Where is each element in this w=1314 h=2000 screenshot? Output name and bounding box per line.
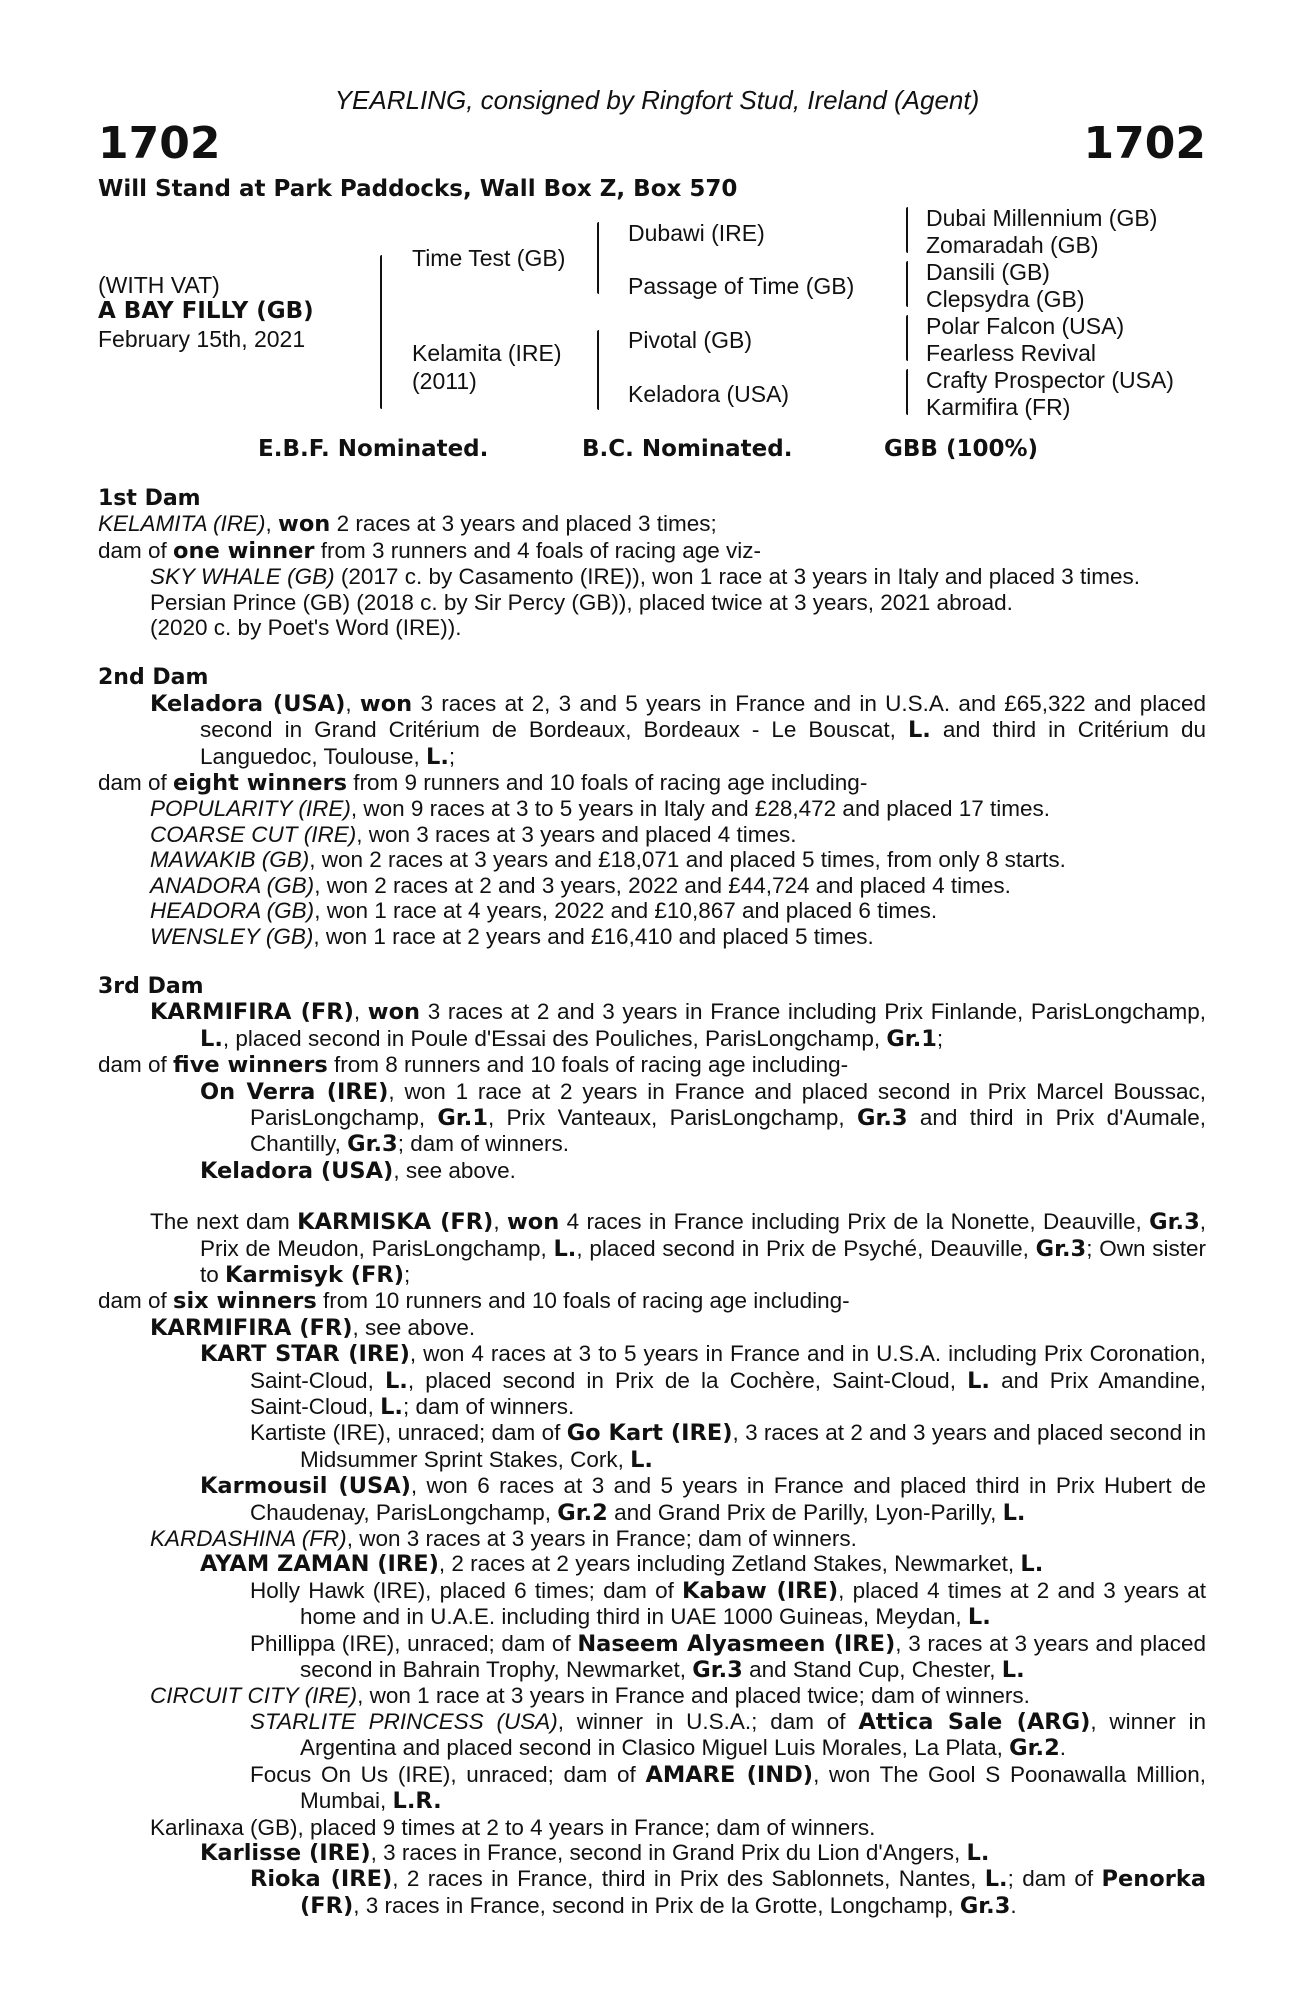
dam-sire-sire: Polar Falcon (USA) xyxy=(926,313,1125,339)
text: , 3 races at 3 years and placed second in Bahrain Trophy, Newmarket, xyxy=(300,1630,1206,1683)
record-line xyxy=(98,1683,1206,1708)
dam-year: (2011) xyxy=(412,368,477,394)
text: dam of xyxy=(98,1288,174,1314)
bold-text: Gr.3 xyxy=(959,1892,1011,1919)
text: , 3 races at 2 and 3 years and placed second in Midsummer Sprint Stakes, Cork, xyxy=(300,1420,1207,1472)
bold-text: eight winners xyxy=(173,770,348,797)
record-line xyxy=(98,1288,1206,1314)
text: from 3 runners and 4 foals of racing age viz- xyxy=(314,537,761,563)
italic-text: KELAMITA (IRE) xyxy=(98,511,266,537)
bold-text: won xyxy=(359,690,413,717)
sire-sire: Dubawi (IRE) xyxy=(628,220,765,246)
text: 2 races at 3 years and placed 3 times; xyxy=(330,511,717,537)
section-gap xyxy=(98,1184,1206,1209)
text: 4 races in France including Prix de la Nonette, Deauville, xyxy=(559,1209,1150,1235)
bold-text: Gr.1 xyxy=(886,1025,937,1052)
bold-text: On Verra (IRE) xyxy=(200,1078,389,1105)
text: , xyxy=(345,690,360,716)
bold-text: L. xyxy=(384,1367,408,1394)
italic-text: POPULARITY (IRE) xyxy=(150,796,351,822)
italic-text: KARDASHINA (FR) xyxy=(150,1526,347,1552)
record-line xyxy=(98,538,1206,564)
text: Phillippa (IRE), unraced; dam of xyxy=(250,1630,578,1656)
bold-text: KARMIFIRA (FR) xyxy=(150,999,354,1026)
bold-text: Kabaw (IRE) xyxy=(682,1577,839,1604)
bold-text: L. xyxy=(553,1235,577,1262)
brace-dd-parents xyxy=(906,369,908,415)
text: 3 races at 2, 3 and 5 years in France and in U.S.A. and £65,322 and placed second in Grand Critérium de Bordeaux, Bordeaux - Le Bouscat, xyxy=(200,690,1207,743)
bold-text: 2nd Dam xyxy=(98,665,209,691)
bold-text: Gr.3 xyxy=(856,1104,908,1131)
text: from 9 runners and 10 foals of racing age including- xyxy=(347,770,868,796)
record-line xyxy=(98,590,1206,615)
text: dam of xyxy=(98,537,174,563)
bold-text: Karlisse (IRE) xyxy=(200,1839,371,1866)
text: and third in Critérium du Languedoc, Toulouse, xyxy=(200,717,1206,769)
dam-dam: Keladora (USA) xyxy=(628,381,790,407)
record-line xyxy=(98,1526,1206,1551)
text: , winner in Argentina and placed second in Clasico Miguel Luis Morales, La Plata, xyxy=(300,1708,1207,1761)
brace-sire-parents xyxy=(597,222,599,294)
bold-text: AMARE (IND) xyxy=(645,1761,814,1788)
sire: Time Test (GB) xyxy=(412,245,566,271)
bold-text: Rioka (IRE) xyxy=(250,1866,393,1893)
text: , Prix Vanteaux, ParisLongchamp, xyxy=(487,1104,857,1130)
bold-text: KARMIFIRA (FR) xyxy=(150,1314,353,1341)
text: from 8 runners and 10 foals of racing age including- xyxy=(327,1052,849,1078)
text: , xyxy=(493,1209,507,1235)
bold-text: L. xyxy=(966,1839,990,1866)
gbb-status: GBB (100%) xyxy=(884,436,1039,462)
text: Focus On Us (IRE), unraced; dam of xyxy=(250,1761,646,1787)
text: ; dam of winners. xyxy=(402,1394,575,1419)
record-line xyxy=(98,822,1206,847)
record-line xyxy=(98,1709,1206,1762)
bold-text: L. xyxy=(967,1604,991,1631)
record-line xyxy=(98,898,1206,923)
text: , winner in U.S.A.; dam of xyxy=(557,1708,859,1734)
vat-note: (WITH VAT) xyxy=(98,272,220,298)
lot-number-right: 1702 xyxy=(1083,118,1206,169)
record-line xyxy=(98,1420,1206,1473)
bold-text: one winner xyxy=(173,537,315,564)
bold-text: Keladora (USA) xyxy=(200,1157,394,1184)
text: , won 1 race at 2 years in France and placed second in Prix Marcel Boussac, ParisLongchamp, xyxy=(250,1078,1207,1130)
record-line xyxy=(98,1840,1206,1866)
record-line xyxy=(98,999,1206,1052)
text: , won 3 races at 3 years and placed 4 times. xyxy=(356,821,797,847)
bold-text: 3rd Dam xyxy=(98,973,204,999)
text: , placed second in Poule d'Essai des Pouliches, ParisLongchamp, xyxy=(222,1025,887,1051)
dam-dam-dam: Karmifira (FR) xyxy=(926,394,1071,420)
record-line xyxy=(98,1578,1206,1631)
bold-text: KARMISKA (FR) xyxy=(297,1209,494,1236)
text: , won 2 races at 2 and 3 years, 2022 and £44,724 and placed 4 times. xyxy=(314,872,1011,898)
text: ; xyxy=(404,1261,411,1287)
text: , 3 races in France, second in Grand Prix du Lion d'Angers, xyxy=(370,1839,967,1865)
text: , 2 races in France, third in Prix des Sablonnets, Nantes, xyxy=(392,1866,985,1892)
text: , see above. xyxy=(393,1157,516,1183)
brace-sire-dam xyxy=(380,255,382,409)
bold-text: won xyxy=(506,1209,560,1236)
italic-text: CIRCUIT CITY (IRE) xyxy=(150,1683,358,1709)
bold-text: won xyxy=(278,511,331,538)
text: ; xyxy=(448,743,456,769)
record-line xyxy=(98,1631,1206,1684)
dam-sire: Pivotal (GB) xyxy=(628,327,752,353)
bold-text: Gr.3 xyxy=(692,1657,743,1684)
text: dam of xyxy=(98,1052,174,1078)
text: , placed second in Prix de Psyché, Deauville, xyxy=(576,1235,1036,1261)
bold-text: Gr.3 xyxy=(1035,1235,1087,1262)
section-heading xyxy=(98,974,1206,999)
text: dam of xyxy=(98,770,174,796)
bold-text: Keladora (USA) xyxy=(150,690,346,717)
text: (2017 c. by Casamento (IRE)), won 1 race at 3 years in Italy and placed 3 times. xyxy=(334,564,1141,590)
brace-sd-parents xyxy=(906,261,908,307)
bold-text: Gr.1 xyxy=(437,1104,488,1131)
text: 3 races at 2 and 3 years in France including Prix Finlande, ParisLongchamp, xyxy=(420,999,1206,1025)
text: and third in Prix d'Aumale, Chantilly, xyxy=(250,1104,1207,1157)
record-line xyxy=(98,1315,1206,1341)
record-line xyxy=(98,1866,1206,1919)
record-line xyxy=(98,1815,1206,1840)
record-line xyxy=(98,1473,1206,1526)
record-line xyxy=(98,770,1206,796)
record-line xyxy=(98,873,1206,898)
bold-text: L. xyxy=(967,1367,990,1394)
section-gap xyxy=(98,949,1206,974)
bold-text: Karmisyk (FR) xyxy=(225,1261,405,1288)
sire-dam-dam: Clepsydra (GB) xyxy=(926,286,1085,312)
bold-text: L. xyxy=(984,1866,1008,1893)
dam: Kelamita (IRE) xyxy=(412,340,562,366)
bold-text: Penorka (FR) xyxy=(300,1866,1207,1919)
text: , won 2 races at 3 years and £18,071 and placed 5 times, from only 8 starts. xyxy=(309,847,1066,873)
section-heading xyxy=(98,486,1206,511)
text: , won 6 races at 3 and 5 years in France and placed third in Prix Hubert de Chaudenay, ParisLongchamp, xyxy=(250,1473,1206,1525)
text: The next dam xyxy=(150,1209,298,1235)
text: and Grand Prix de Parilly, Lyon-Parilly, xyxy=(607,1499,1003,1525)
text: Kartiste (IRE), unraced; dam of xyxy=(250,1420,567,1446)
brace-ss-parents xyxy=(906,207,908,253)
text: , won 1 race at 4 years, 2022 and £10,867 and placed 6 times. xyxy=(314,898,938,924)
record-line xyxy=(98,1341,1206,1420)
family-record xyxy=(98,486,1206,1919)
record-line xyxy=(98,511,1206,537)
text: from 10 runners and 10 foals of racing age including- xyxy=(316,1288,850,1314)
italic-text: MAWAKIB (GB) xyxy=(150,847,310,873)
text: , won The Gool S Poonawalla Million, Mumbai, xyxy=(300,1761,1206,1814)
record-line xyxy=(98,1209,1206,1288)
sire-sire-sire: Dubai Millennium (GB) xyxy=(926,205,1158,231)
text: , 2 races at 2 years including Zetland Stakes, Newmarket, xyxy=(438,1551,1021,1577)
record-line xyxy=(98,796,1206,821)
text: Holly Hawk (IRE), placed 6 times; dam of xyxy=(250,1577,683,1603)
bold-text: Karmousil (USA) xyxy=(200,1473,411,1500)
dam-sire-dam: Fearless Revival xyxy=(926,340,1096,366)
text: , see above. xyxy=(352,1314,476,1340)
bold-text: six winners xyxy=(173,1288,317,1315)
record-line xyxy=(98,564,1206,589)
record-line xyxy=(98,1052,1206,1078)
record-line xyxy=(98,691,1206,770)
text: , won 3 races at 3 years in France; dam of winners. xyxy=(346,1526,857,1552)
bold-text: AYAM ZAMAN (IRE) xyxy=(200,1551,439,1578)
sire-sire-dam: Zomaradah (GB) xyxy=(926,232,1099,258)
record-line xyxy=(98,1079,1206,1158)
bold-text: Gr.3 xyxy=(1149,1209,1200,1236)
text: , xyxy=(353,999,368,1025)
text: ; Own sister to xyxy=(200,1235,1206,1287)
bold-text: five winners xyxy=(173,1052,328,1079)
sire-dam: Passage of Time (GB) xyxy=(628,273,855,299)
record-line xyxy=(98,615,1206,640)
foaling-date: February 15th, 2021 xyxy=(98,326,306,352)
bold-text: L. xyxy=(907,717,931,744)
stand-location: Will Stand at Park Paddocks, Wall Box Z, Box 570 xyxy=(98,176,738,202)
record-line xyxy=(98,1551,1206,1577)
dam-dam-sire: Crafty Prospector (USA) xyxy=(926,367,1174,393)
text: , Prix de Meudon, ParisLongchamp, xyxy=(200,1209,1206,1261)
text: , won 1 race at 2 years and £16,410 and placed 5 times. xyxy=(313,923,874,949)
record-line xyxy=(98,847,1206,872)
bold-text: L. xyxy=(1001,1657,1025,1684)
lot-number-left: 1702 xyxy=(98,118,221,169)
text: . xyxy=(1059,1735,1066,1761)
bold-text: KART STAR (IRE) xyxy=(200,1341,410,1368)
text: . xyxy=(1010,1892,1017,1918)
text: , placed 4 times at 2 and 3 years at home and in U.A.E. including third in UAE 1000 Guineas, Meydan, xyxy=(300,1577,1206,1630)
text: Karlinaxa (GB), placed 9 times at 2 to 4 years in France; dam of winners. xyxy=(150,1814,876,1840)
italic-text: SKY WHALE (GB) xyxy=(150,564,335,590)
text: , xyxy=(265,511,279,537)
record-line xyxy=(98,1158,1206,1184)
bold-text: L. xyxy=(1002,1499,1026,1526)
bold-text: Gr.2 xyxy=(1009,1735,1060,1762)
record-line xyxy=(98,1762,1206,1815)
bold-text: L. xyxy=(380,1394,403,1420)
sire-dam-sire: Dansili (GB) xyxy=(926,259,1050,285)
brace-dam-parents xyxy=(597,330,599,410)
text: Persian Prince (GB) (2018 c. by Sir Percy (GB)), placed twice at 3 years, 2021 abroad. xyxy=(150,589,1013,615)
text: , won 9 races at 3 to 5 years in Italy and £28,472 and placed 17 times. xyxy=(350,796,1051,822)
text: and Stand Cup, Chester, xyxy=(742,1657,1002,1683)
bold-text: Go Kart (IRE) xyxy=(566,1420,733,1447)
bc-nomination: B.C. Nominated. xyxy=(582,436,793,462)
bold-text: 1st Dam xyxy=(98,486,201,511)
section-gap xyxy=(98,640,1206,665)
bold-text: L. xyxy=(426,743,449,770)
brace-ds-parents xyxy=(906,315,908,361)
bold-text: Gr.3 xyxy=(347,1131,398,1158)
consignment-line: YEARLING, consigned by Ringfort Stud, Ireland (Agent) xyxy=(334,85,980,115)
section-heading xyxy=(98,665,1206,690)
text: and Prix Amandine, Saint-Cloud, xyxy=(250,1367,1206,1419)
italic-text: HEADORA (GB) xyxy=(150,898,315,924)
horse-name: A BAY FILLY (GB) xyxy=(98,298,314,324)
bold-text: L. xyxy=(630,1446,653,1473)
italic-text: STARLITE PRINCESS (USA) xyxy=(250,1708,558,1734)
record-line xyxy=(98,924,1206,949)
text: (2020 c. by Poet's Word (IRE)). xyxy=(150,615,462,641)
italic-text: ANADORA (GB) xyxy=(150,872,315,898)
ebf-nomination: E.B.F. Nominated. xyxy=(258,436,489,462)
text: , won 1 race at 3 years in France and placed twice; dam of winners. xyxy=(357,1683,1030,1709)
italic-text: COARSE CUT (IRE) xyxy=(150,821,357,847)
text: ; dam of winners. xyxy=(397,1131,570,1157)
bold-text: Naseem Alyasmeen (IRE) xyxy=(577,1630,896,1657)
text: , 3 races in France, second in Prix de la Grotte, Longchamp, xyxy=(353,1892,960,1918)
text: , won 4 races at 3 to 5 years in France and in U.S.A. including Prix Coronation, Saint-Cloud, xyxy=(250,1341,1206,1393)
bold-text: L.R. xyxy=(392,1788,442,1815)
text: ; xyxy=(936,1025,944,1051)
bold-text: won xyxy=(367,999,421,1026)
italic-text: WENSLEY (GB) xyxy=(150,923,314,949)
bold-text: Gr.2 xyxy=(557,1499,608,1526)
bold-text: Attica Sale (ARG) xyxy=(858,1708,1091,1735)
text: , placed second in Prix de la Cochère, Saint-Cloud, xyxy=(407,1367,968,1393)
text: ; dam of xyxy=(1007,1866,1102,1892)
bold-text: L. xyxy=(1020,1551,1044,1578)
bold-text: L. xyxy=(200,1025,223,1052)
